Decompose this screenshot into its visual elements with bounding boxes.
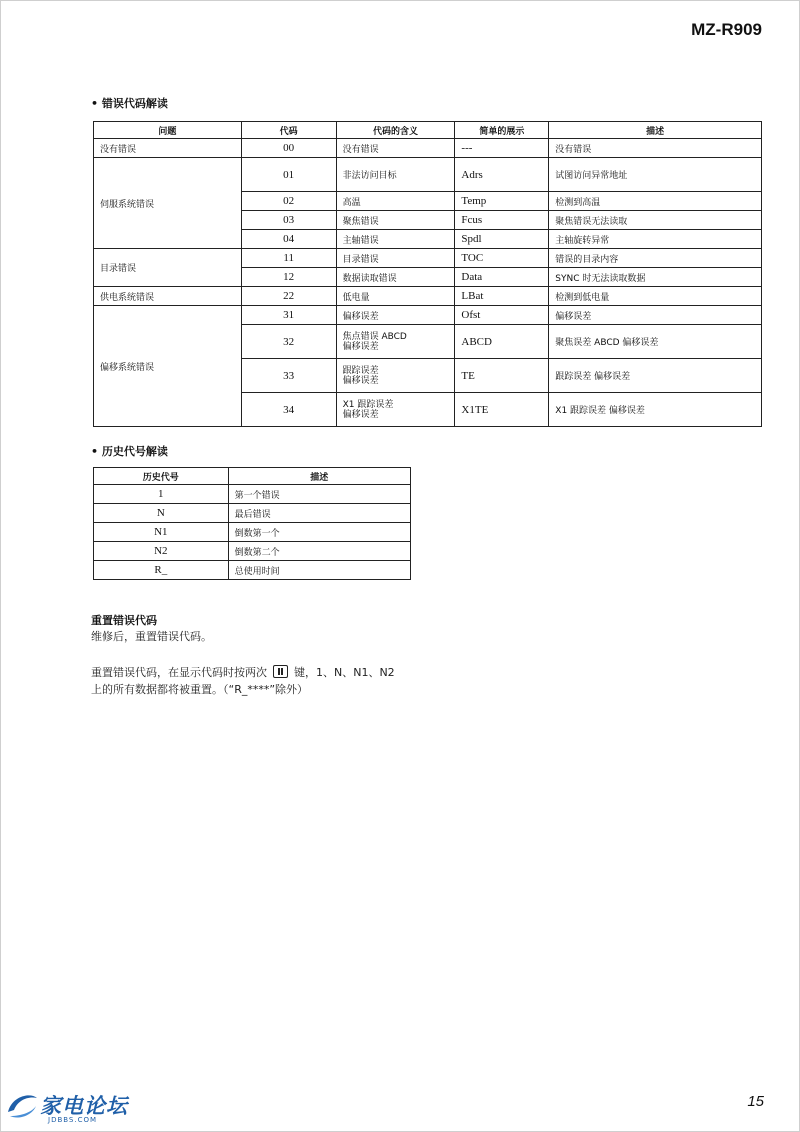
code-cell: 03: [241, 211, 336, 230]
display-cell: Adrs: [455, 158, 549, 192]
pause-key-icon: [273, 665, 288, 678]
col-header: 简单的展示: [455, 122, 549, 139]
logo-subtext: JDBBS.COM: [48, 1116, 98, 1124]
history-code-cell: 1: [94, 485, 229, 504]
desc-cell: 主轴旋转异常: [549, 230, 762, 249]
history-desc-cell: 总使用时间: [228, 561, 410, 580]
desc-cell: 偏移误差: [549, 306, 762, 325]
meaning-cell: 主轴错误: [336, 230, 455, 249]
meaning-cell: 没有错误: [336, 139, 455, 158]
code-cell: 04: [241, 230, 336, 249]
code-cell: 31: [241, 306, 336, 325]
meaning-line: 偏移误差: [342, 341, 379, 352]
reset-section-title: 重置错误代码: [91, 614, 157, 627]
meaning-cell: [336, 359, 455, 393]
desc-cell: 试图访问异常地址: [549, 158, 762, 192]
meaning-line: 跟踪误差: [342, 365, 379, 376]
site-logo: [4, 1090, 154, 1128]
table-row: [94, 504, 411, 523]
history-code-cell: N1: [94, 523, 229, 542]
display-cell: Temp: [455, 192, 549, 211]
table-header-row: [94, 122, 762, 139]
meaning-line: 焦点错误 ABCD: [342, 331, 407, 342]
col-header: 历史代号: [94, 468, 229, 485]
meaning-cell: [336, 325, 455, 359]
code-cell: 02: [241, 192, 336, 211]
desc-cell: 聚焦误差 ABCD 偏移误差: [549, 325, 762, 359]
code-cell: 11: [241, 249, 336, 268]
history-desc-cell: 最后错误: [228, 504, 410, 523]
desc-cell: 检测到高温: [549, 192, 762, 211]
desc-cell: X1 跟踪误差 偏移误差: [549, 393, 762, 427]
table-row: [94, 542, 411, 561]
desc-cell: 检测到低电量: [549, 287, 762, 306]
meaning-cell: 目录错误: [336, 249, 455, 268]
display-cell: Fcus: [455, 211, 549, 230]
col-header: 描述: [549, 122, 762, 139]
code-cell: 12: [241, 268, 336, 287]
meaning-cell: [336, 393, 455, 427]
col-header: 描述: [228, 468, 410, 485]
history-code-heading: • 历史代号解读: [91, 445, 168, 458]
history-code-cell: N2: [94, 542, 229, 561]
code-cell: 01: [241, 158, 336, 192]
code-cell: 32: [241, 325, 336, 359]
page-number: 15: [747, 1093, 764, 1110]
meaning-cell: 高温: [336, 192, 455, 211]
code-cell: 33: [241, 359, 336, 393]
display-cell: ABCD: [455, 325, 549, 359]
desc-cell: 错误的目录内容: [549, 249, 762, 268]
col-header: 代码的含义: [336, 122, 455, 139]
code-cell: 22: [241, 287, 336, 306]
model-title: MZ-R909: [691, 20, 762, 39]
col-header: 问题: [94, 122, 242, 139]
table-row: [94, 485, 411, 504]
group-cell: 没有错误: [94, 139, 242, 158]
table-header-row: [94, 468, 411, 485]
table-row: [94, 287, 762, 306]
display-cell: Spdl: [455, 230, 549, 249]
display-cell: TE: [455, 359, 549, 393]
table-row: [94, 249, 762, 268]
reset-text-part: 重置错误代码，在显示代码时按两次: [91, 666, 267, 679]
history-code-cell: R_: [94, 561, 229, 580]
code-cell: 00: [241, 139, 336, 158]
reset-text-part: 键，1、N、N1、N2: [294, 666, 395, 679]
col-header: 代码: [241, 122, 336, 139]
meaning-line: 偏移误差: [342, 375, 379, 386]
code-cell: 34: [241, 393, 336, 427]
history-desc-cell: 倒数第一个: [228, 523, 410, 542]
swoosh-logo-icon: [4, 1090, 40, 1124]
desc-cell: SYNC 时无法读取数据: [549, 268, 762, 287]
group-cell: 目录错误: [94, 249, 242, 287]
error-code-table: [93, 121, 762, 427]
error-code-heading: • 错误代码解读: [91, 97, 168, 110]
table-row: [94, 158, 762, 192]
group-cell: 供电系统错误: [94, 287, 242, 306]
display-cell: TOC: [455, 249, 549, 268]
meaning-cell: 低电量: [336, 287, 455, 306]
desc-cell: 聚焦错误无法读取: [549, 211, 762, 230]
display-cell: X1TE: [455, 393, 549, 427]
meaning-cell: 偏移误差: [336, 306, 455, 325]
history-code-cell: N: [94, 504, 229, 523]
desc-cell: 跟踪误差 偏移误差: [549, 359, 762, 393]
history-desc-cell: 第一个错误: [228, 485, 410, 504]
group-cell: 偏移系统错误: [94, 306, 242, 427]
reset-paragraph-2: [91, 664, 395, 698]
meaning-cell: 非法访问目标: [336, 158, 455, 192]
table-row: [94, 561, 411, 580]
desc-cell: 没有错误: [549, 139, 762, 158]
table-row: [94, 306, 762, 325]
display-cell: Ofst: [455, 306, 549, 325]
reset-paragraph-1: 维修后，重置错误代码。: [91, 630, 212, 643]
display-cell: ---: [455, 139, 549, 158]
table-row: [94, 523, 411, 542]
meaning-cell: 数据读取错误: [336, 268, 455, 287]
table-row: [94, 139, 762, 158]
logo-text: 家电论坛: [40, 1094, 128, 1118]
reset-text-part: 上的所有数据都将被重置。（“R_****”除外）: [91, 683, 309, 696]
meaning-cell: 聚焦错误: [336, 211, 455, 230]
display-cell: Data: [455, 268, 549, 287]
group-cell: 伺服系统错误: [94, 158, 242, 249]
history-code-table: [93, 467, 411, 580]
meaning-line: 偏移误差: [342, 409, 379, 420]
display-cell: LBat: [455, 287, 549, 306]
history-desc-cell: 倒数第二个: [228, 542, 410, 561]
meaning-line: X1 跟踪误差: [342, 399, 394, 410]
